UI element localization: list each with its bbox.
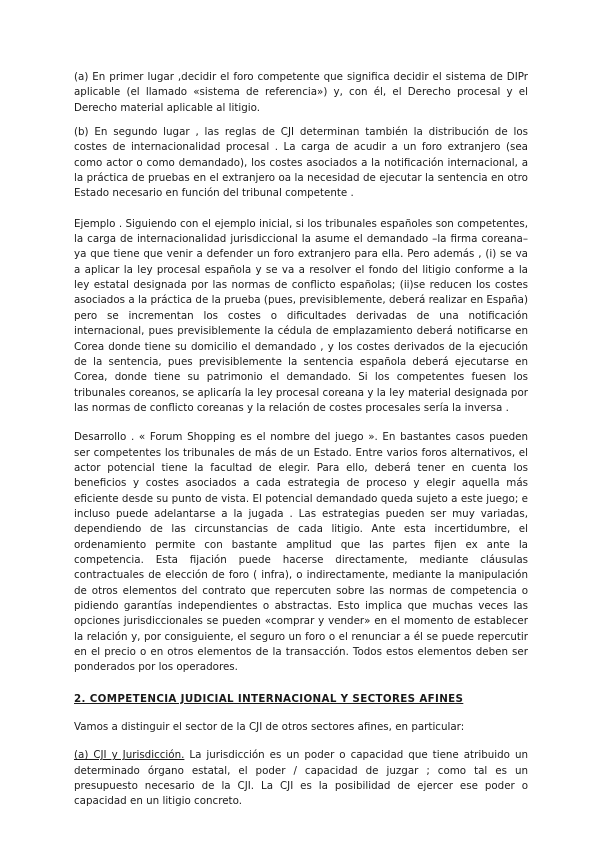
paragraph-desarrollo: Desarrollo . « Forum Shopping es el nombre del juego ». En bastantes casos pueden ser competentes los tribunales de más de un Estado. Entre varios foros alternativos, el actor potencial tiene la facultad de elegir. Para ello, deberá tener en cuenta los beneficios y costes asociados a cada estrategia de proceso y elegir aquella más eficiente desde su punto de vista. El potencial demandado queda sujeto a este juego; e incluso puede adelantarse a la jugada . Las estrategias pueden ser muy variadas, dependiendo de las circunstancias de cada litigio. Ante esta incertidumbre, el ordenamiento permite con bastante amplitud que las partes fijen ex ante la competencia. Esta fijación puede hacerse directamente, mediante cláusulas contractuales de elección de foro ( infra), o indirectamente, mediante la manipulación de otros elementos del contrato que repercuten sobre las normas de competencia o pidiendo garantías independientes o abstractas. Esto implica que muchas veces las opciones jurisdiccionales se pueden «comprar y vender» en el momento de establecer la relación y, por consiguiente, el seguro un foro o el renunciar a él se puede repercutir en el precio o en otros elementos de la transacción. Todos estos elementos deben ser ponderados por los operadores. [74,431,528,674]
document-page [74,70,528,810]
paragraph-cji-jurisdiccion [74,748,528,809]
section-heading: 2. COMPETENCIA JUDICIAL INTERNACIONAL Y SECTORES AFINES [74,692,464,705]
paragraph-a-primer-lugar: (a) En primer lugar ,decidir el foro competente que significa decidir el sistema de DIPr aplicable (el llamado «sistema de referencia») y, con él, el Derecho procesal y el Derecho material aplicable al litigio. [74,71,528,114]
subsection-text: La jurisdicción es un poder o capacidad que tiene atribuido un determinado órgano estatal, el poder / capacidad de juzgar ; como tal es un presupuesto necesario de la CJI. La CJI es la posibilidad de ejercer ese poder o capacidad en un litigio concreto. [74,749,528,808]
subsection-label: (a) CJI y Jurisdicción. [74,749,185,762]
paragraph-intro-sectores: Vamos a distinguir el sector de la CJI de otros sectores afines, en particular: [74,721,465,734]
paragraph-b-segundo-lugar: (b) En segundo lugar , las reglas de CJI determinan también la distribución de los costes de internacionalidad procesal . La carga de acudir a un foro extranjero (sea como actor o como demandado), los costes asociados a la notificación internacional, a la práctica de pruebas en el extranjero oa la necesidad de ejecutar la sentencia en otro Estado necesario en función del tribunal competente . [74,126,528,200]
paragraph-ejemplo: Ejemplo . Siguiendo con el ejemplo inicial, si los tribunales españoles son competentes, la carga de internacionalidad jurisdiccional la asume el demandado –la firma coreana– ya que tiene que venir a defender un foro extranjero para ella. Pero además , (i) se va a aplicar la ley procesal española y se va a resolver el fondo del litigio conforme a la ley estatal designada por las normas de conflicto españolas; (ii)se reducen los costes asociados a la práctica de la prueba (pues, previsiblemente, deberá realizar en España) pero se incrementan los costes o dificultades derivadas de una notificación internacional, pues previsiblemente la cédula de emplazamiento deberá notificarse en Corea donde tiene su domicilio el demandado , y los costes derivados de la ejecución de la sentencia, pues previsiblemente la sentencia española deberá ejecutarse en Corea, donde tiene su patrimonio el demandado. Si los competentes fuesen los tribunales coreanos, se aplicaría la ley procesal coreana y la ley material designada por las normas de conflicto coreanas y la relación de costes procesales sería la inversa . [74,217,528,414]
